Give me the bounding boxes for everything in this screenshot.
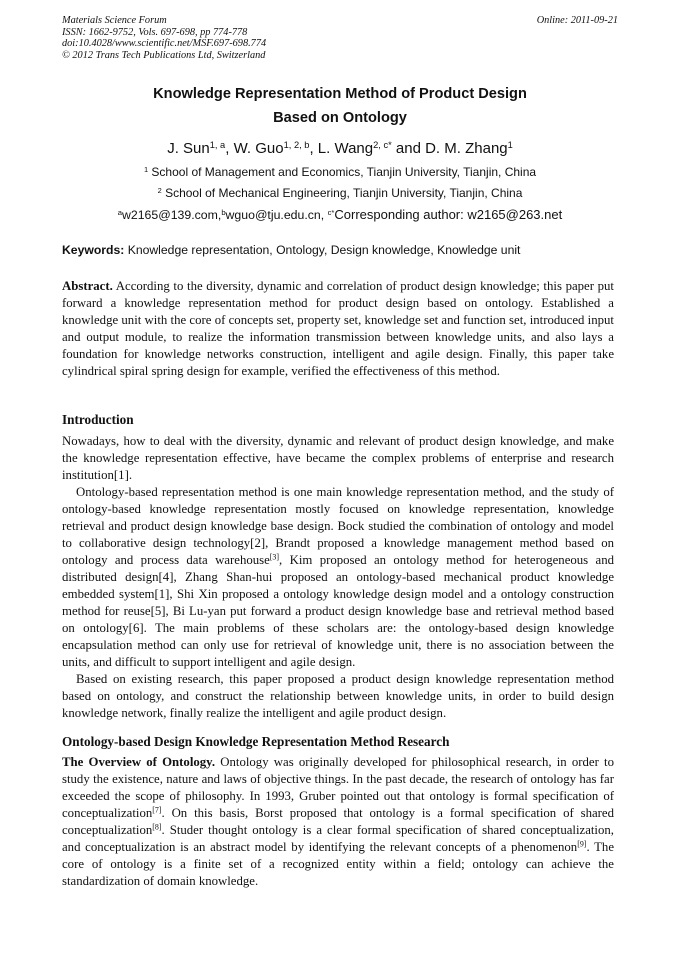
abstract-label: Abstract. <box>62 279 113 293</box>
author-1-marks: 1, a <box>209 139 226 150</box>
intro-paragraph-3: Based on existing research, this paper proposed a product design knowledge representation method based on ontology, and construct the relationship between knowledge units, in order to build design knowledge network, finally realize the intelligent and agile product design. <box>62 672 614 720</box>
ontology-text-4: . The core of ontology is a finite set of a recognized entity within a field; ontology can achieve the standardization of domain knowledge. <box>62 840 614 888</box>
citation-9: [9] <box>577 839 587 849</box>
intro-p2-citation: [3] <box>269 552 280 562</box>
ontology-text-3: . Studer thought ontology is a clear formal specification of shared conceptualization, and conceptualization is an abstract model by identifying the relevant concepts of a phenomenon <box>62 823 614 854</box>
author-list: J. Sun$^{1, a}$, W. Guo$^{1, 2, b}$, L. Wang$^{2, c*}$ and D. M. Zhang$^1$ <box>167 139 513 157</box>
email-line <box>62 207 618 223</box>
abstract-text: According to the diversity, dynamic and correlation of product design knowledge; this paper put forward a knowledge representation method for product design based on ontology. Established a knowledge unit with the core of concepts set, property set, knowledge set and function set, introduced input and output module, to realize the information transmission between knowledge units, and also lays a foundation for knowledge networks construction, intelligent and agile design. Finally, this paper take cylindrical spiral spring design for example, verified the effectiveness of this method. <box>62 279 614 378</box>
keywords-label: Keywords: <box>62 243 125 257</box>
email-a-mark: a <box>117 207 122 217</box>
doi-line: doi:10.4028/www.scientific.net/MSF.697-698.774 <box>62 38 267 50</box>
author-4-marks: 1 <box>507 139 513 150</box>
intro-p2-text-b: , Kim proposed an ontology method for heterogeneous and distributed design[4], Zhang Shan-hui proposed an ontology-based mechanical product knowledge embedded system[1], Shi Xin proposed a ontology knowledge design model and a ontology construction method for reuse[5], Bi Lu-yan put forward a product design knowledge base and retrieval method based on ontology[6]. The main problems of these scholars are: the ontology-based design knowledge encapsulation method can only use for retrieval of knowledge unit, there is no association between the units, and difficult to support intelligent and agile design. <box>62 553 614 669</box>
issn-line: ISSN: 1662-9752, Vols. 697-698, pp 774-778 <box>62 26 248 38</box>
author-2-marks: 1, 2, b <box>283 139 310 150</box>
affiliation-2-number: 2 <box>157 185 162 195</box>
email-c-mark: c* <box>327 207 335 217</box>
abstract <box>62 278 614 380</box>
keywords <box>62 243 618 257</box>
affiliation-1 <box>62 165 618 179</box>
introduction-heading: Introduction <box>62 412 134 427</box>
corresponding-author: Corresponding author: w2165@263.net <box>334 207 563 222</box>
intro-p2-text-a: Ontology-based representation method is one main knowledge representation method, and the study of ontology-based knowledge representation mostly focused on knowledge representation, knowledge retrieval and product design knowledge base design. Bock studied the combination of ontology and model to collaborative design technology[2], Brandt proposed a knowledge management method based on ontology and process data warehouse <box>62 485 614 567</box>
author-conjunction: and <box>391 140 426 157</box>
author-4: D. M. Zhang <box>425 140 508 157</box>
ontology-subheading: The Overview of Ontology. <box>62 755 216 769</box>
ontology-paragraph <box>62 754 614 890</box>
paper-title <box>62 82 618 130</box>
ontology-text-1: Ontology was originally developed for philosophical research, in order to study the existence, nature and laws of objective things. In the past decade, the research of ontology has far exceeded the scope of philosophy. In 1993, Gruber pointed out that ontology is formal specification of conceptualization <box>62 755 614 820</box>
email-b-mark: b <box>221 207 226 217</box>
affiliation-1-text: School of Management and Economics, Tianjin University, Tianjin, China <box>148 165 537 179</box>
author-3-marks: 2, c* <box>373 139 392 150</box>
citation-8: [8] <box>152 822 162 832</box>
title-line-2: Based on Ontology <box>273 110 407 126</box>
ontology-section-heading: Ontology-based Design Knowledge Representation Method Research <box>62 734 450 749</box>
copyright-line: © 2012 Trans Tech Publications Ltd, Switzerland <box>62 50 266 62</box>
online-date: Online: 2011-09-21 <box>536 15 618 26</box>
citation-7: [7] <box>152 805 162 815</box>
ontology-section <box>62 733 614 890</box>
introduction-section <box>62 411 614 722</box>
keywords-text: Knowledge representation, Ontology, Design knowledge, Knowledge unit <box>124 243 521 257</box>
title-line-1: Knowledge Representation Method of Product Design <box>153 86 527 102</box>
journal-header <box>62 15 618 62</box>
affiliation-1-number: 1 <box>143 164 149 174</box>
email-a: w2165@139.com, <box>122 208 222 222</box>
affiliation-2-text: School of Mechanical Engineering, Tianjin University, Tianjin, China <box>161 186 523 200</box>
journal-name: Materials Science Forum <box>62 15 167 26</box>
intro-paragraph-2 <box>62 484 614 671</box>
affiliation-2 <box>62 186 618 200</box>
author-3: L. Wang <box>317 140 374 157</box>
intro-paragraph-1: Nowadays, how to deal with the diversity, dynamic and relevant of product design knowledge, and make the knowledge representation effective, have became the complex problems of enterprise and research institution[1]. <box>62 434 614 482</box>
author-2: W. Guo <box>233 140 284 157</box>
author-1: J. Sun <box>167 140 210 157</box>
email-b: wguo@tju.edu.cn, <box>225 208 328 222</box>
ontology-text-2: . On this basis, Borst proposed that ontology is a formal specification of shared conceptualization <box>62 806 614 837</box>
